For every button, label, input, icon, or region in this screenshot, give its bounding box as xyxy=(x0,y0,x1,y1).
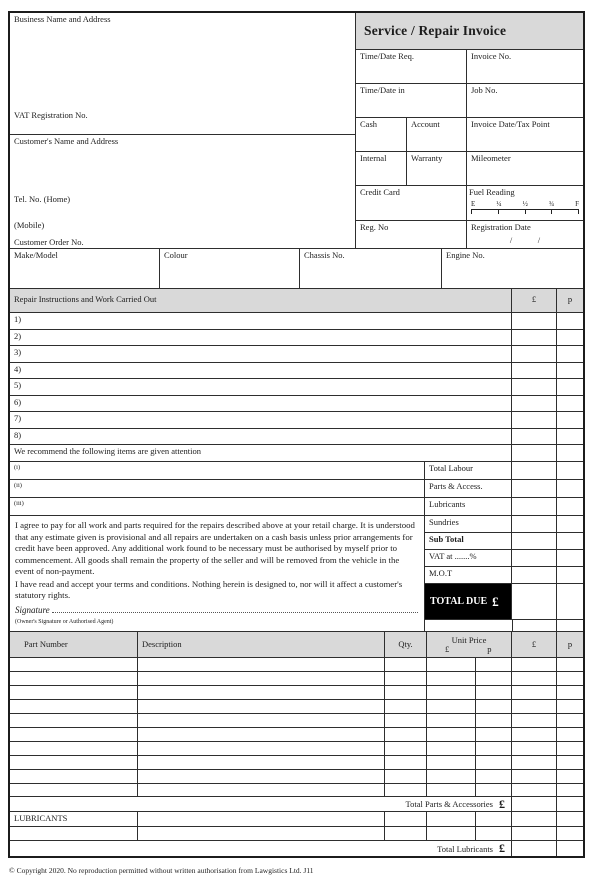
business-name-address-field[interactable] xyxy=(10,13,355,135)
repair-line-6-number: 6) xyxy=(14,396,22,407)
repair-line-6[interactable] xyxy=(10,396,512,411)
part-number-cell[interactable] xyxy=(10,714,138,727)
vat-pence[interactable] xyxy=(557,550,583,566)
internal-label: Internal xyxy=(360,153,387,163)
line-pence-cell[interactable] xyxy=(557,686,583,699)
parts-access-label: Parts & Access. xyxy=(425,480,512,497)
part-number-header: Part Number xyxy=(10,632,138,657)
repair-pound-7[interactable] xyxy=(512,412,557,428)
total-lubricants-merged-cell xyxy=(10,841,512,856)
qty-cell[interactable] xyxy=(385,728,427,741)
unit-pence-cell[interactable] xyxy=(476,742,512,755)
repair-line-4-number: 4) xyxy=(14,363,22,374)
job-no-label: Job No. xyxy=(471,85,498,95)
top-right-column xyxy=(356,13,583,248)
repair-row-8 xyxy=(10,429,583,445)
parts-row xyxy=(10,756,583,770)
fuel-scale-half: ½ xyxy=(522,199,528,208)
mobile-label: (Mobile) xyxy=(14,220,45,230)
repair-row-7 xyxy=(10,412,583,429)
unit-price-label: Unit Price xyxy=(451,634,487,645)
lubricants-total-pence[interactable] xyxy=(557,498,583,515)
time-date-in-field[interactable] xyxy=(356,84,467,117)
line-pound-cell[interactable] xyxy=(512,700,557,713)
total-labour-label: Total Labour xyxy=(425,462,512,479)
lubricant-pence-cell[interactable] xyxy=(557,812,583,826)
business-name-address-label: Business Name and Address xyxy=(14,14,111,24)
vat-registration-label: VAT Registration No. xyxy=(14,110,88,121)
signature-note: (Owner's Signature or Authorised Agent) xyxy=(15,618,114,625)
part-number-cell[interactable] xyxy=(10,784,138,796)
fuel-scale-f: F xyxy=(575,199,579,208)
total-due-box xyxy=(425,584,512,619)
invoice-date-tax-point-label: Invoice Date/Tax Point xyxy=(471,119,550,129)
repair-line-8-number: 8) xyxy=(14,429,22,440)
make-model-label: Make/Model xyxy=(14,249,58,260)
repair-line-5[interactable] xyxy=(10,379,512,395)
repair-pence-5[interactable] xyxy=(557,379,583,395)
attention-row-3 xyxy=(10,498,583,516)
part-number-cell[interactable] xyxy=(10,686,138,699)
repair-pence-header: p xyxy=(557,289,583,312)
qty-cell[interactable] xyxy=(385,700,427,713)
repair-line-1-number: 1) xyxy=(14,313,22,324)
unit-pound-cell[interactable] xyxy=(427,700,476,713)
copyright-footer: © Copyright 2020. No reproduction permitted without written authorisation from Lawgistics Ltd. J11 xyxy=(9,866,314,875)
recommend-pound[interactable] xyxy=(512,445,557,462)
total-due-pound-symbol: £ xyxy=(492,593,499,609)
cash-label: Cash xyxy=(360,119,377,129)
mot-label: M.O.T xyxy=(425,567,512,583)
line-pence-cell[interactable] xyxy=(557,784,583,796)
lubricant-unit-pence-cell[interactable] xyxy=(476,812,512,826)
unit-pound-cell[interactable] xyxy=(427,672,476,685)
parts-row xyxy=(10,742,583,756)
registration-date-label: Registration Date xyxy=(471,222,531,232)
top-section xyxy=(10,13,583,249)
vat-label: VAT at .......% xyxy=(425,550,512,566)
unit-pence-cell[interactable] xyxy=(476,672,512,685)
total-parts-row xyxy=(10,797,583,812)
repair-row-1 xyxy=(10,313,583,330)
credit-card-field[interactable] xyxy=(356,186,467,220)
warranty-label: Warranty xyxy=(411,153,443,163)
unit-pence-cell[interactable] xyxy=(476,770,512,783)
fuel-scale-three-quarter: ¾ xyxy=(548,199,555,208)
repair-pound-6[interactable] xyxy=(512,396,557,411)
repair-row-2 xyxy=(10,330,583,346)
form-title: Service / Repair Invoice xyxy=(356,13,583,50)
time-date-req-field[interactable] xyxy=(356,50,467,83)
unit-pence-cell[interactable] xyxy=(476,700,512,713)
lubricant-unit-pound-cell[interactable] xyxy=(427,812,476,826)
line-pound-cell[interactable] xyxy=(512,728,557,741)
lubricants-total-label: Lubricants xyxy=(425,498,512,515)
description-cell[interactable] xyxy=(138,658,385,671)
repair-pence-6[interactable] xyxy=(557,396,583,411)
part-number-cell[interactable] xyxy=(10,742,138,755)
chassis-no-label: Chassis No. xyxy=(304,249,345,260)
registration-date-field[interactable] xyxy=(467,221,583,248)
lubricant-pence-cell[interactable] xyxy=(557,827,583,840)
mileometer-label: Mileometer xyxy=(471,153,511,163)
terms-block xyxy=(10,516,425,631)
unit-pence-cell[interactable] xyxy=(476,728,512,741)
total-lubricants-label: Total Lubricants xyxy=(437,843,493,854)
part-number-cell[interactable] xyxy=(10,658,138,671)
unit-pence-cell[interactable] xyxy=(476,756,512,769)
qty-cell[interactable] xyxy=(385,686,427,699)
attention-item-3-label: (iii) xyxy=(14,500,24,508)
line-pound-cell[interactable] xyxy=(512,686,557,699)
sub-total-pound[interactable] xyxy=(512,533,557,549)
line-pound-cell[interactable] xyxy=(512,658,557,671)
fuel-gauge-ruler xyxy=(471,209,579,214)
lubricant-unit-pence-cell[interactable] xyxy=(476,827,512,840)
repair-pound-5[interactable] xyxy=(512,379,557,395)
repair-row-4 xyxy=(10,363,583,379)
repair-line-3[interactable] xyxy=(10,346,512,362)
attention-row-1 xyxy=(10,462,583,480)
colour-label: Colour xyxy=(164,249,188,260)
description-cell[interactable] xyxy=(138,672,385,685)
signature-field[interactable] xyxy=(15,604,418,617)
invoice-date-tax-point-field[interactable] xyxy=(467,118,583,151)
description-cell[interactable] xyxy=(138,770,385,783)
registration-date-slashes: / / xyxy=(509,234,541,245)
description-cell[interactable] xyxy=(138,784,385,796)
repair-line-8[interactable] xyxy=(10,429,512,444)
qty-cell[interactable] xyxy=(385,714,427,727)
part-number-cell[interactable] xyxy=(10,672,138,685)
unit-pence-cell[interactable] xyxy=(476,658,512,671)
line-pound-cell[interactable] xyxy=(512,784,557,796)
total-labour-pence[interactable] xyxy=(557,462,583,479)
recommend-row xyxy=(10,445,583,463)
lubricant-qty-cell[interactable] xyxy=(385,812,427,826)
description-cell[interactable] xyxy=(138,728,385,741)
mileometer-field[interactable] xyxy=(467,152,583,185)
parts-row xyxy=(10,728,583,742)
qty-cell[interactable] xyxy=(385,784,427,796)
unit-pound-cell[interactable] xyxy=(427,714,476,727)
repair-line-3-number: 3) xyxy=(14,346,22,357)
repair-pound-header: £ xyxy=(512,289,557,312)
unit-pence-cell[interactable] xyxy=(476,714,512,727)
line-pence-cell[interactable] xyxy=(557,714,583,727)
parts-row xyxy=(10,658,583,672)
line-pence-cell[interactable] xyxy=(557,700,583,713)
unit-price-header xyxy=(427,632,512,657)
service-repair-invoice-form xyxy=(8,11,585,858)
parts-row xyxy=(10,700,583,714)
lubricant-description-cell[interactable] xyxy=(138,812,385,826)
invoice-no-label: Invoice No. xyxy=(471,51,512,61)
job-no-field[interactable] xyxy=(467,84,583,117)
line-pence-cell[interactable] xyxy=(557,756,583,769)
total-lubricants-pound-symbol: £ xyxy=(499,841,505,856)
repair-row-3 xyxy=(10,346,583,363)
attention-item-3[interactable] xyxy=(10,498,425,515)
parts-row xyxy=(10,672,583,686)
unit-pound-cell[interactable] xyxy=(427,686,476,699)
line-pence-cell[interactable] xyxy=(557,770,583,783)
repair-line-5-number: 5) xyxy=(14,379,22,390)
description-cell[interactable] xyxy=(138,742,385,755)
repair-pound-3[interactable] xyxy=(512,346,557,362)
parts-row xyxy=(10,770,583,784)
total-lubricants-pound-value[interactable] xyxy=(512,841,557,856)
unit-pound-cell[interactable] xyxy=(427,658,476,671)
line-pound-cell[interactable] xyxy=(512,742,557,755)
description-cell[interactable] xyxy=(138,686,385,699)
lubricant-description-cell[interactable] xyxy=(138,827,385,840)
repair-pence-8[interactable] xyxy=(557,429,583,444)
line-pound-cell[interactable] xyxy=(512,714,557,727)
lubricants-empty-row xyxy=(10,827,583,841)
attention-item-2[interactable] xyxy=(10,480,425,497)
reg-no-field[interactable] xyxy=(356,221,467,248)
lubricant-unit-pound-cell[interactable] xyxy=(427,827,476,840)
unit-pound-cell[interactable] xyxy=(427,756,476,769)
repair-line-7[interactable] xyxy=(10,412,512,428)
repair-pence-4[interactable] xyxy=(557,363,583,378)
repair-table-header xyxy=(10,289,583,313)
chassis-no-field[interactable] xyxy=(300,249,442,288)
customer-name-address-field[interactable] xyxy=(10,135,355,248)
top-left-column xyxy=(10,13,356,248)
repair-pound-4[interactable] xyxy=(512,363,557,378)
invoice-no-field[interactable] xyxy=(467,50,583,83)
fuel-reading-label: Fuel Reading xyxy=(469,187,515,197)
lubricants-total-pound[interactable] xyxy=(512,498,557,515)
attention-item-1[interactable] xyxy=(10,462,425,479)
repair-instructions-header: Repair Instructions and Work Carried Out xyxy=(10,289,512,312)
recommend-pence[interactable] xyxy=(557,445,583,462)
description-cell[interactable] xyxy=(138,700,385,713)
colour-field[interactable] xyxy=(160,249,300,288)
unit-price-pence-label: p xyxy=(487,644,492,655)
parts-row xyxy=(10,686,583,700)
parts-pence-header: p xyxy=(557,632,583,657)
lubricant-pound-cell[interactable] xyxy=(512,827,557,840)
total-parts-pence-value[interactable] xyxy=(557,797,583,811)
repair-pence-2[interactable] xyxy=(557,330,583,345)
totals-filler-pence xyxy=(557,620,583,631)
lubricants-row xyxy=(10,812,583,827)
description-header: Description xyxy=(138,632,385,657)
unit-pence-cell[interactable] xyxy=(476,686,512,699)
part-number-cell[interactable] xyxy=(10,770,138,783)
account-label: Account xyxy=(411,119,440,129)
unit-pound-cell[interactable] xyxy=(427,728,476,741)
lubricants-section-label: LUBRICANTS xyxy=(10,812,138,826)
vat-pound[interactable] xyxy=(512,550,557,566)
qty-cell[interactable] xyxy=(385,658,427,671)
cash-field[interactable] xyxy=(356,118,407,151)
totals-filler-pound xyxy=(512,620,557,631)
repair-line-2-number: 2) xyxy=(14,330,22,341)
fuel-reading-field[interactable] xyxy=(467,186,583,220)
parts-row xyxy=(10,784,583,797)
terms-paragraph-1: I agree to pay for all work and parts required for the repairs described above at your retail charge. It is understood that any estimate given is provisional and all repairs are undertaken on a cash basis unless prior arrangements for credit have been approved. Any additional work found to be necessary must be authorised by myself prior to commencement. All goods shall remain the property of the seller and will be removed from the vehicle in the event of non-payment. xyxy=(15,520,415,577)
time-date-in-label: Time/Date in xyxy=(360,85,405,95)
parts-access-pence[interactable] xyxy=(557,480,583,497)
repair-line-1[interactable] xyxy=(10,313,512,329)
customer-order-label: Customer Order No. xyxy=(14,237,84,247)
total-due-pound-value[interactable] xyxy=(512,584,557,619)
repair-line-7-number: 7) xyxy=(14,412,22,423)
line-pence-cell[interactable] xyxy=(557,658,583,671)
lubricant-qty-cell[interactable] xyxy=(385,827,427,840)
fuel-scale-labels xyxy=(471,200,579,208)
total-due-pence-value[interactable] xyxy=(557,584,583,619)
repair-pound-1[interactable] xyxy=(512,313,557,329)
unit-pence-cell[interactable] xyxy=(476,784,512,796)
unit-price-pound-label: £ xyxy=(445,644,450,655)
qty-cell[interactable] xyxy=(385,742,427,755)
time-date-req-label: Time/Date Req. xyxy=(360,51,414,61)
repair-line-4[interactable] xyxy=(10,363,512,378)
sundries-label: Sundries xyxy=(425,516,512,532)
line-pence-cell[interactable] xyxy=(557,672,583,685)
sundries-pence[interactable] xyxy=(557,516,583,532)
signature-label: Signature xyxy=(15,604,50,615)
repair-pound-2[interactable] xyxy=(512,330,557,345)
qty-header: Qty. xyxy=(385,632,427,657)
credit-card-label: Credit Card xyxy=(360,187,400,197)
line-pence-cell[interactable] xyxy=(557,742,583,755)
signature-line[interactable] xyxy=(52,604,418,613)
part-number-cell[interactable] xyxy=(10,756,138,769)
attention-row-2 xyxy=(10,480,583,498)
lubricant-part-cell[interactable] xyxy=(10,827,138,840)
mot-pound[interactable] xyxy=(512,567,557,583)
description-cell[interactable] xyxy=(138,756,385,769)
total-parts-pound-symbol: £ xyxy=(499,796,505,811)
vehicle-row xyxy=(10,249,583,289)
total-labour-pound[interactable] xyxy=(512,462,557,479)
total-parts-label: Total Parts & Accessories xyxy=(405,799,493,810)
parts-pound-header: £ xyxy=(512,632,557,657)
parts-row xyxy=(10,714,583,728)
repair-line-2[interactable] xyxy=(10,330,512,345)
total-lubricants-pence-value[interactable] xyxy=(557,841,583,856)
mot-pence[interactable] xyxy=(557,567,583,583)
sub-total-label: Sub Total xyxy=(425,533,512,549)
line-pence-cell[interactable] xyxy=(557,728,583,741)
description-cell[interactable] xyxy=(138,714,385,727)
totals-filler xyxy=(425,620,512,631)
engine-no-label: Engine No. xyxy=(446,249,485,260)
total-lubricants-row xyxy=(10,841,583,856)
repair-pence-7[interactable] xyxy=(557,412,583,428)
repair-pound-8[interactable] xyxy=(512,429,557,444)
attention-item-2-label: (ii) xyxy=(14,482,22,490)
fuel-scale-quarter: ¼ xyxy=(496,199,502,208)
part-number-cell[interactable] xyxy=(10,700,138,713)
total-due-label: TOTAL DUE xyxy=(430,596,488,608)
total-parts-merged-cell xyxy=(10,797,512,811)
unit-pound-cell[interactable] xyxy=(427,770,476,783)
repair-row-6 xyxy=(10,396,583,412)
line-pound-cell[interactable] xyxy=(512,672,557,685)
qty-cell[interactable] xyxy=(385,672,427,685)
sub-total-pence[interactable] xyxy=(557,533,583,549)
line-pound-cell[interactable] xyxy=(512,770,557,783)
parts-table-header xyxy=(10,632,583,658)
repair-pence-1[interactable] xyxy=(557,313,583,329)
repair-pence-3[interactable] xyxy=(557,346,583,362)
repair-row-5 xyxy=(10,379,583,396)
make-model-field[interactable] xyxy=(10,249,160,288)
terms-paragraph-2: I have read and accept your terms and conditions. Nothing herein is designed to, nor will it affect a customer's statutory rights. xyxy=(15,578,403,600)
customer-name-address-label: Customer's Name and Address xyxy=(14,136,119,146)
attention-item-1-label: (i) xyxy=(14,464,21,472)
unit-pound-cell[interactable] xyxy=(427,742,476,755)
unit-pound-cell[interactable] xyxy=(427,784,476,796)
qty-cell[interactable] xyxy=(385,770,427,783)
sundries-pound[interactable] xyxy=(512,516,557,532)
lubricant-pound-cell[interactable] xyxy=(512,812,557,826)
account-field[interactable] xyxy=(407,118,467,151)
qty-cell[interactable] xyxy=(385,756,427,769)
internal-field[interactable] xyxy=(356,152,407,185)
line-pound-cell[interactable] xyxy=(512,756,557,769)
terms-totals-section xyxy=(10,516,583,632)
reg-no-label: Reg. No xyxy=(360,222,389,232)
total-parts-pound-value[interactable] xyxy=(512,797,557,811)
recommend-label: We recommend the following items are given attention xyxy=(10,445,512,462)
fuel-scale-e: E xyxy=(471,199,476,208)
warranty-field[interactable] xyxy=(407,152,467,185)
engine-no-field[interactable] xyxy=(442,249,583,288)
parts-access-pound[interactable] xyxy=(512,480,557,497)
part-number-cell[interactable] xyxy=(10,728,138,741)
tel-home-label: Tel. No. (Home) xyxy=(14,194,71,204)
